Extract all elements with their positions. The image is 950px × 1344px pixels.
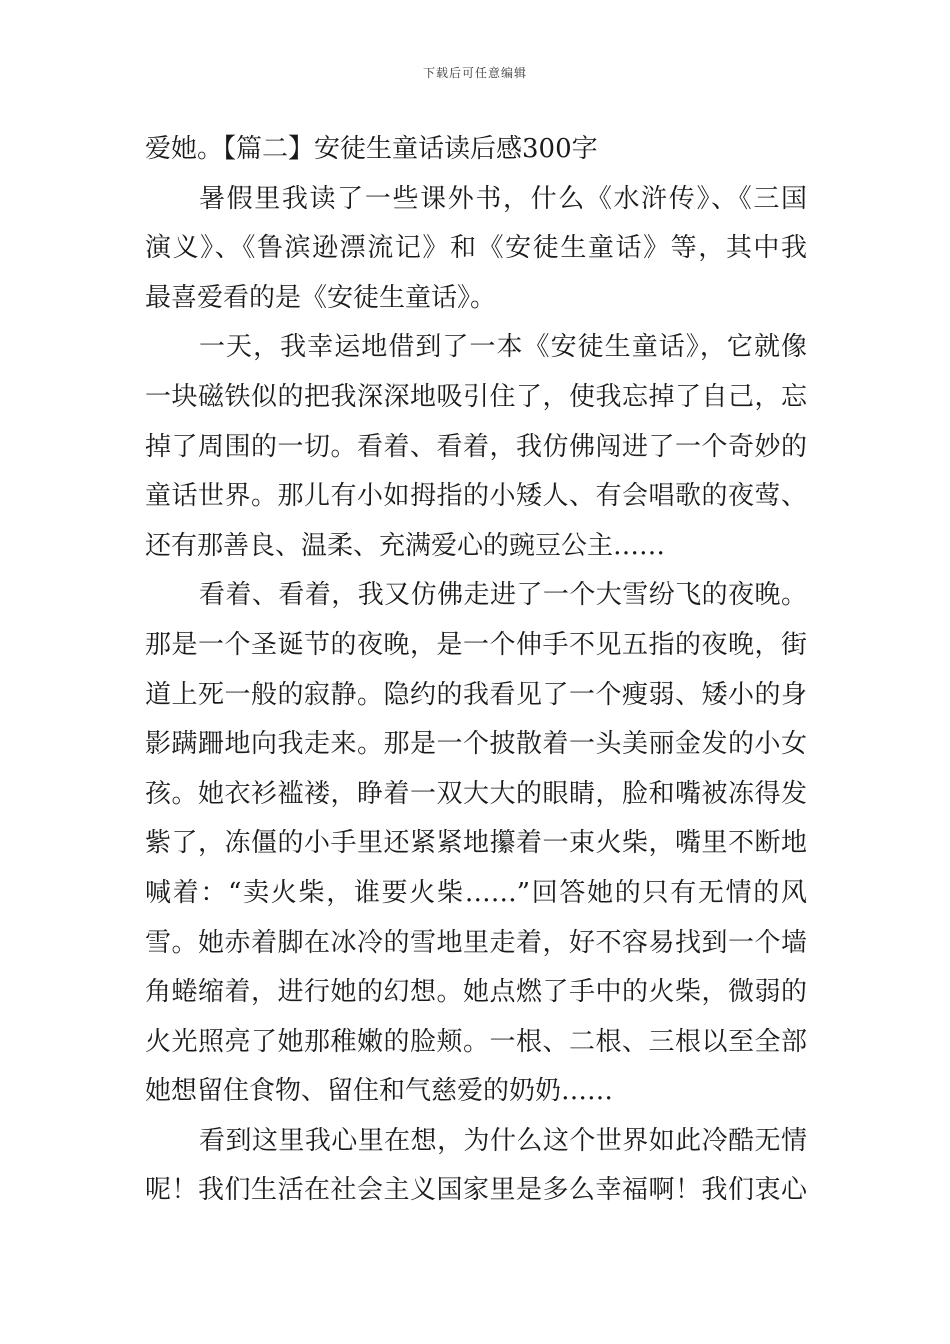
- text-line: 雪。她赤着脚在冰冷的雪地里走着，好不容易找到一个墙: [145, 927, 807, 958]
- text-line: 演义》、《鲁滨逊漂流记》和《安徒生童话》等，其中我: [145, 233, 807, 264]
- text-line: 一块磁铁似的把我深深地吸引住了，使我忘掉了自己，忘: [145, 381, 807, 412]
- document-body: [145, 125, 807, 1216]
- text-line: 火光照亮了她那稚嫩的脸颊。一根、二根、三根以至全部: [145, 1026, 807, 1057]
- text-line: 暑假里我读了一些课外书，什么《水浒传》、《三国: [199, 183, 807, 214]
- text-line: 看着、看着，我又仿佛走进了一个大雪纷飞的夜晚。: [199, 580, 807, 611]
- page-header: 下载后可任意编辑: [422, 66, 527, 80]
- text-line: 还有那善良、温柔、充满爱心的豌豆公主……: [145, 530, 666, 561]
- text-line: 爱她。【篇二】安徒生童话读后感300字: [145, 134, 598, 164]
- text-line: 掉了周围的一切。看着、看着，我仿佛闯进了一个奇妙的: [145, 431, 807, 462]
- text-line: 喊着：“卖火柴，谁要火柴……”回答她的只有无情的风: [145, 877, 807, 908]
- text-line: 那是一个圣诞节的夜晚，是一个伸手不见五指的夜晚，街: [145, 629, 807, 660]
- text-line: 一天，我幸运地借到了一本《安徒生童话》，它就像: [199, 332, 807, 363]
- text-line: 她想留住食物、留住和气慈爱的奶奶……: [145, 1076, 614, 1107]
- text-line: 影蹒跚地向我走来。那是一个披散着一头美丽金发的小女: [145, 729, 807, 760]
- text-line: 角蜷缩着，进行她的幻想。她点燃了手中的火柴，微弱的: [145, 977, 807, 1008]
- text-line: 童话世界。那儿有小如拇指的小矮人、有会唱歌的夜莺、: [145, 481, 807, 512]
- text-line: 看到这里我心里在想，为什么这个世界如此冷酷无情: [199, 1125, 807, 1156]
- text-line: 紫了，冻僵的小手里还紧紧地攥着一束火柴，嘴里不断地: [145, 828, 807, 859]
- text-line: 最喜爱看的是《安徒生童话》。: [145, 282, 497, 313]
- text-line: 道上死一般的寂静。隐约的我看见了一个瘦弱、矮小的身: [145, 679, 807, 710]
- text-line: 呢！我们生活在社会主义国家里是多么幸福啊！我们衷心: [145, 1175, 807, 1206]
- text-line: 孩。她衣衫褴褛，睁着一双大大的眼睛，脸和嘴被冻得发: [145, 778, 807, 809]
